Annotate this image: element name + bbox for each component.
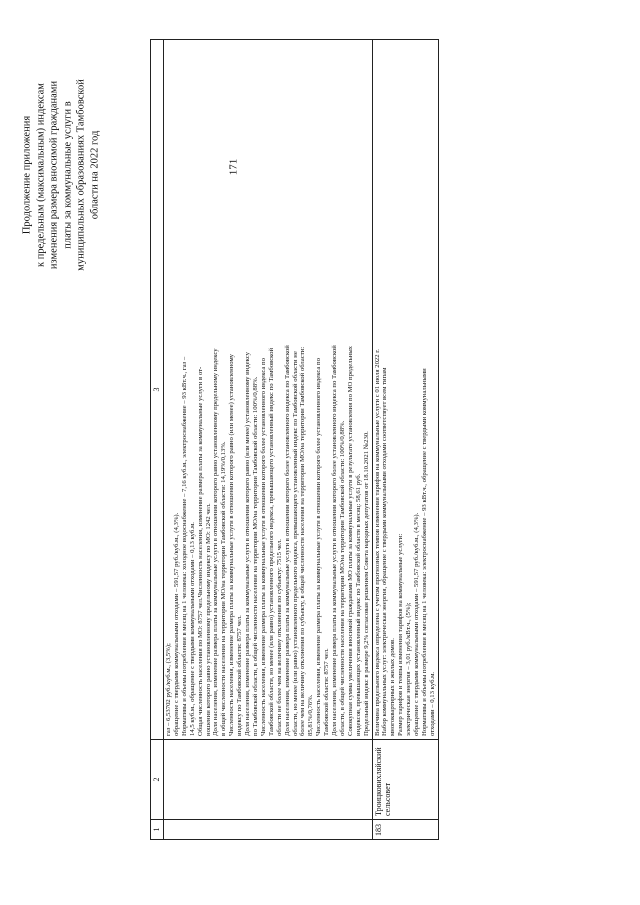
page-number: 171 (227, 158, 239, 176)
header-line: области на 2022 год (88, 130, 100, 220)
text-line: области не более чем на величину отклонения по субъекту: 7515 чел. (275, 539, 283, 736)
text-line: Тамбовской области: 8757 чел. (323, 648, 331, 736)
column-number-3: 3 (151, 40, 164, 740)
text-line: Численность населения, изменение размера платы за коммунальные услуги в отношении которого равно (или менее) установленному (228, 353, 236, 736)
column-number-2: 2 (151, 740, 164, 820)
text-line: Величина предельного индекса определена с учетом прогнозных темпов изменения тарифов на коммунальные услуги с 01 июля 2022 г. (373, 349, 381, 736)
text-line: Доля населения, изменение размера платы за коммунальные услуги в отношении которого более установленного индекса по Тамбовской (283, 345, 291, 736)
text-line: в общей численности населения на территории МО/на территории Тамбовской области: 14,19%/0,13%. (220, 441, 228, 736)
row-description (164, 40, 373, 740)
text-line: Нормативы и объемы потребления в месяц на 1 человека: электроснабжение – 93 кВт.ч., обращение с твердыми коммунальными (421, 368, 428, 736)
municipality-name: Троицковихляйский сельсовет (372, 740, 438, 820)
column-number-row (151, 40, 164, 840)
text-line: Предельный индекс в размере 9,2% согласован решением Совета народных депутатов от 18.10.2021 №230. (362, 431, 370, 736)
appendix-header (20, 40, 155, 310)
table-row (372, 40, 438, 840)
rotated-table-wrapper (150, 40, 590, 840)
text-line: Общая численность населения по МО: 8757 чел.Численность населения, изменение размера платы за коммунальные услуги в от- (196, 366, 204, 736)
text-line: Доля населения, изменение размера платы за коммунальные услуги в отношении которого более установленного индекса по Тамбовской (331, 345, 339, 736)
header-line: платы за коммунальные услуги в (61, 101, 73, 249)
text-line: обращение с твердыми коммунальными отходами – 591,57 руб./куб.м., (4,3%). (172, 512, 180, 736)
text-line: многоквартирных и жилых домов. (389, 638, 397, 736)
text-line: Численность населения, изменение размера платы за коммунальные услуги в отношении которого более установленного индекса по (315, 358, 323, 736)
text-line: индексу по Тамбовской области: 8757 чел. (236, 615, 244, 736)
row-number: 183 (372, 820, 438, 840)
text-line: Численность населения, изменение размера платы за коммунальные услуги в отношении которого более установленного индекса по (259, 358, 267, 736)
row-number (164, 820, 373, 840)
text-line: газ – 6,53702 руб./куб.м., (3,5%); (165, 643, 172, 736)
text-line: более чем на величину отклонения по субъекту, в общей численности населения на территории МО/на территории Тамбовской области: (299, 346, 307, 736)
table-area (150, 40, 590, 840)
table-row (164, 40, 373, 840)
text-line: области, в общей численности населения на территории МО/на территории Тамбовской области: 100%/0,88%. (338, 420, 346, 736)
header-line: изменения размера вносимой гражданами (48, 80, 59, 270)
text-line: Тамбовской области, но менее (или равно) установленного предельного индекса, превышающего установленный индекс по Тамбовской (267, 347, 275, 736)
column-number-1: 1 (151, 820, 164, 840)
text-line: отходами – 0,13 куб.м. (428, 671, 436, 736)
municipality-name (164, 740, 373, 820)
text-line: Нормативы и объемы потребления в месяц на 1 человека: холодное водоснабжение – 7,16 куб.м., электроснабжение – 93 кВт.ч., газ – (180, 356, 188, 736)
text-line: 14,5 куб.м., обращение с твердыми коммунальными отходами – 0,13 куб.м. (188, 522, 196, 736)
text-line: индексов, превышающих установленный индекс по Тамбовской области в месяц: 58,61 руб. (354, 473, 362, 736)
text-line: Доля населения, изменение размера платы за коммунальные услуги в отношении которого равно установленному предельному индексу (212, 348, 220, 736)
text-line: по Тамбовской области, в общей численности населения на территории МО/на территории Тамбовской области: 100%/0,88%. (251, 376, 259, 736)
appendix-header-text (20, 40, 155, 310)
text-line: Совокупная сумма увеличения вносимой гражданами МО платы за коммунальные услуги в результате установления по МО предельных (346, 345, 354, 736)
text-line: Доля населения, изменение размера платы за коммунальные услуги в отношении которого равно (или менее) установленному индексу (244, 352, 252, 736)
text-line: электрическая энергия – 3,01 руб./кВт.ч., (5%); (405, 602, 413, 736)
indices-table (150, 39, 439, 840)
text-line: 85,81%/0,76%. (307, 694, 315, 736)
text-line: обращение с твердыми коммунальными отходами – 591,57 руб./куб.м., (4,3%). (413, 512, 421, 736)
row-description (372, 40, 438, 740)
header-line: Продолжение приложения (21, 115, 32, 235)
text-line: ношении которого равно установленному предельному индексу по МО: 1242 чел. (204, 503, 212, 736)
text-line: области, но менее (или равно) установленного предельного индекса, превышающего установленный индекс по Тамбовской области не (291, 351, 299, 736)
header-line: муниципальных образованиях Тамбовской (75, 79, 86, 271)
text-line: Набор коммунальных услуг: электрическая энергия, обращение с твердыми коммунальными отходами соответствует всем типам (381, 367, 389, 736)
header-line: к предельным (максимальным) индексам (34, 83, 46, 267)
text-line: Размер тарифов и темпы изменения тарифов на коммунальные услуги: (397, 533, 405, 736)
